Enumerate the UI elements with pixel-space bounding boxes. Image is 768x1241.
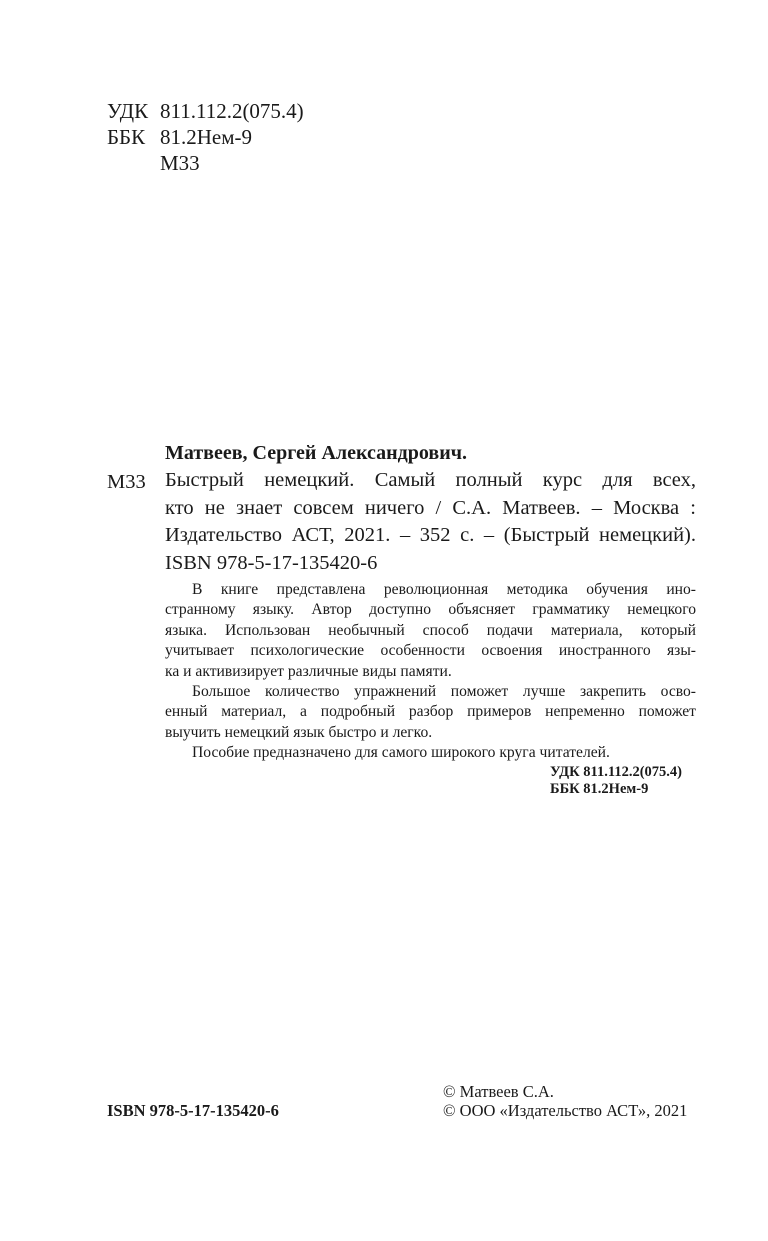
entry-mark: М33	[107, 471, 146, 493]
entry-line: Быстрый немецкий. Самый полный курс для всех,	[165, 469, 696, 491]
entry-line: кто не знает совсем ничего / С.А. Матвеев. – Москва :	[165, 496, 696, 519]
annotation-line: Пособие предназначено для самого широкого круга читателей.	[192, 744, 610, 762]
copyright-author: © Матвеев С.А.	[443, 1082, 554, 1101]
annotation-line: странному языку. Автор доступно объясняет грамматику немецкого	[165, 601, 696, 619]
copyright-publisher: © ООО «Издательство АСТ», 2021	[443, 1101, 688, 1120]
author-mark: М33	[160, 151, 200, 175]
annotation-line: енный материал, а подробный разбор примеров непременно поможет	[165, 703, 696, 721]
bbk-label: ББК	[107, 125, 146, 149]
annotation-line: языка. Использован необычный способ подачи материала, который	[165, 621, 696, 639]
udk-right: УДК 811.112.2(075.4)	[550, 764, 682, 780]
entry-line: Издательство АСТ, 2021. – 352 с. – (Быстрый немецкий).	[165, 524, 696, 546]
annotation-line: выучить немецкий язык быстро и легко.	[165, 723, 433, 741]
udk-value: 811.112.2(075.4)	[160, 99, 304, 123]
author-name: Матвеев, Сергей Александрович.	[165, 442, 468, 464]
annotation-line: учитывает психологические особенности освоения иностранного язы-	[165, 642, 696, 660]
footer-isbn: ISBN 978-5-17-135420-6	[107, 1101, 279, 1120]
entry-description	[165, 467, 696, 550]
annotation-line: ка и активизирует различные виды памяти.	[165, 662, 452, 680]
annotation-line: Большое количество упражнений поможет лучше закрепить осво-	[192, 683, 696, 701]
annotation-line: В книге представлена революционная методика обучения ино-	[192, 581, 696, 598]
entry-isbn: ISBN 978-5-17-135420-6	[165, 552, 378, 574]
bbk-value: 81.2Нем-9	[160, 125, 253, 149]
bbk-right: ББК 81.2Нем-9	[550, 781, 649, 797]
udk-label: УДК	[107, 99, 149, 123]
annotation	[165, 580, 696, 764]
